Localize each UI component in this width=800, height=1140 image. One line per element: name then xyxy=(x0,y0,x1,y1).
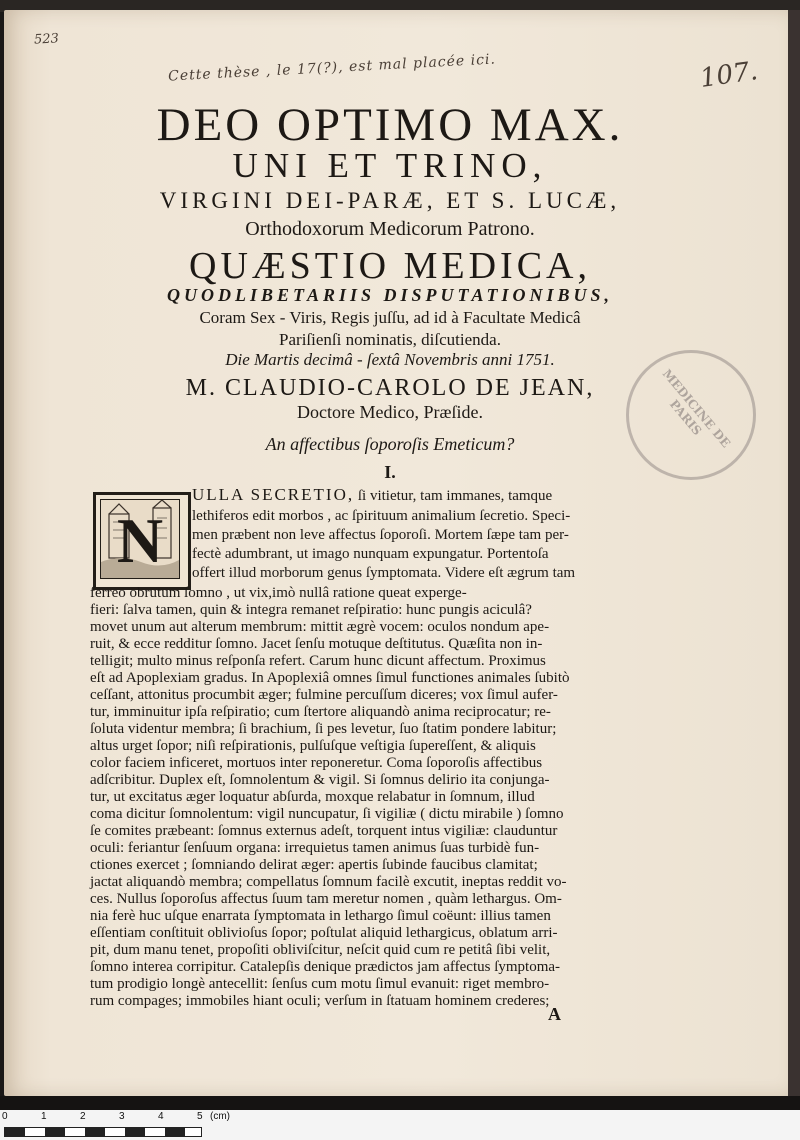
body-line-first xyxy=(192,486,552,505)
catchword: A xyxy=(548,1004,561,1024)
body-line: ſomno interea corripitur. Catalepſis denique prædictos jam affectus ſymptoma- xyxy=(90,959,561,975)
body-line-indented: men præbent non leve affectus ſoporoſi. Mortem ſæpe tam per- xyxy=(192,527,569,543)
decorated-initial xyxy=(93,492,191,590)
handwritten-note: Cette thèse , le 17(?), est mal placée ici. xyxy=(167,51,497,85)
committee-line-1: Coram Sex - Viris, Regis juſſu, ad id à Facultate Medicâ xyxy=(199,308,581,327)
body-line: pit, dum manu tenet, propoſiti obliviſcitur, neſcit quid cum re petitâ ſibi velit, xyxy=(90,942,551,958)
scan-bottom-edge xyxy=(0,1096,800,1110)
body-line: color faciem inficeret, mortuos inter reponeretur. Coma ſoporoſis affectibus xyxy=(90,755,543,771)
handwritten-folio-number: 107. xyxy=(698,56,760,94)
stamp-text: MEDICINE DE PARIS xyxy=(659,366,734,451)
body-line: fieri: ſalva tamen, quin & integra remanet reſpiratio: hunc pungis aciculâ? xyxy=(90,602,532,618)
body-line: tur, imminuitur ipſa reſpiratio; cum ſtertore aliquandò anima reciprocatur; re- xyxy=(90,704,551,720)
thesis-question: An affectibus ſoporoſis Emeticum? xyxy=(265,434,515,454)
thesis-title: QUÆSTIO MEDICA, xyxy=(189,245,591,287)
body-line: telligit; multo minus reſponſa refert. Carum hunc dicunt affectum. Proximus xyxy=(90,653,546,669)
dedication-line-4: Orthodoxorum Medicorum Patrono. xyxy=(245,218,535,240)
body-line: nia ferè huc uſque enarrata ſymptomata in lethargo ſimul coëunt: illius tamen xyxy=(90,908,551,924)
body-line: ſoluta videntur membra; ſi brachium, ſi pes levetur, ſuo ſtatim pondere labitur; xyxy=(90,721,557,737)
body-line: rum compages; immobiles hiant oculi; verſum in ſtatuam hominem crederes; xyxy=(90,993,550,1009)
section-number: I. xyxy=(384,462,396,482)
dedication-line-3: VIRGINI DEI-PARÆ, ET S. LUCÆ, xyxy=(159,188,621,213)
scale-label: 4 xyxy=(158,1111,164,1122)
scale-label: 0 xyxy=(2,1111,8,1122)
body-line: ctiones exercet ; ſomniando delirat æger: apertis ſubinde faucibus clamitat; xyxy=(90,857,538,873)
body-line-indented: fectè adumbrant, ut imago nunquam expungatur. Portentoſa xyxy=(192,546,549,562)
body-line: tum prodigio longè antecellit: ſenſus cum motu ſimul evanuit: riget membro- xyxy=(90,976,550,992)
dedication-line-1: DEO OPTIMO MAX. xyxy=(156,99,624,151)
scale-label: 1 xyxy=(41,1111,47,1122)
body-line: adſcribitur. Duplex eſt, ſomnolentum & vigil. Si ſomnus delirio ita conjunga- xyxy=(90,772,550,788)
disputation-heading: QUODLIBETARIIS DISPUTATIONIBUS, xyxy=(166,285,614,305)
body-line: ceſſant, attonitus procumbit æger; fulmine percuſſum diceres; vox ſimul aufer- xyxy=(90,687,558,703)
body-line-indented: offert illud morborum genus ſymptomata. Videre eſt ægrum tam xyxy=(192,565,576,581)
body-line: eſt ad Apoplexiam gradus. In Apoplexiâ omnes ſimul functiones animales ſubitò xyxy=(90,670,570,686)
body-line-indented: lethiferos edit morbos , ac ſpirituum animalium ſecretio. Speci- xyxy=(192,508,571,524)
date-line: Die Martis decimâ - ſextâ Novembris anni 1751. xyxy=(225,350,555,369)
dedication-line-2: UNI ET TRINO, xyxy=(232,146,548,185)
measurement-scale xyxy=(0,1110,800,1140)
body-line: tur, ut excitatus æger loquatur abſurda, moxque relabatur in ſomnum, illud xyxy=(90,789,535,805)
scale-label: 3 xyxy=(119,1111,125,1122)
scale-label: 5 xyxy=(197,1111,203,1122)
opening-words: ULLA SECRETIO, xyxy=(192,485,355,504)
president-name: M. CLAUDIO-CAROLO DE JEAN, xyxy=(185,375,595,401)
initial-letter: N xyxy=(116,505,164,576)
opening-line-rest: ſi vitietur, tam immanes, tamque xyxy=(354,488,553,504)
scale-unit: (cm) xyxy=(210,1111,230,1122)
handwritten-page-number: 523 xyxy=(33,31,60,48)
committee-line-2: Pariſienſi nominatis, diſcutienda. xyxy=(279,330,501,349)
body-line: altus urget ſopor; niſi reſpirationis, pulſuſque veſtigia ſupereſſent, & aliquis xyxy=(90,738,536,754)
body-line: ruit, & ecce redditur ſomno. Jacet ſenſu motuque deſtitutus. Quæſita non in- xyxy=(90,636,543,652)
scale-bar xyxy=(4,1127,202,1137)
body-line: ferreo obrutum ſomno , ut vix,imò nullâ ratione queat experge- xyxy=(90,585,467,601)
body-line: ces. Nullus ſoporoſus affectus ſuum tam meretur nomen , quàm lethargus. Om- xyxy=(90,891,562,907)
body-line: eſſentiam conſtituit oblivioſus ſopor; poſtulat aliquid lethargicus, oblatum arri- xyxy=(90,925,558,941)
body-line: jactat aliquandò membra; compellatus ſomnum facilè excutit, ineptas reddit vo- xyxy=(90,874,567,890)
body-line: oculi: feriantur ſenſuum organa: irrequietus tamen animus ſuas turbidè fun- xyxy=(90,840,540,856)
body-line: coma dicitur ſomnolentum: vigil nuncupatur, ſi vigiliæ ( dictu mirabile ) ſomno xyxy=(90,806,564,822)
body-line: ſe comites præbeant: ſomnus externus adeſt, torquent intus vigiliæ: clauduntur xyxy=(90,823,558,839)
scan-right-edge xyxy=(788,10,800,1096)
scale-label: 2 xyxy=(80,1111,86,1122)
body-line: movet unum aut alterum membrum: mittit ægrè vocem: oculos nondum ape- xyxy=(90,619,550,635)
president-title: Doctore Medico, Præſide. xyxy=(297,402,483,422)
